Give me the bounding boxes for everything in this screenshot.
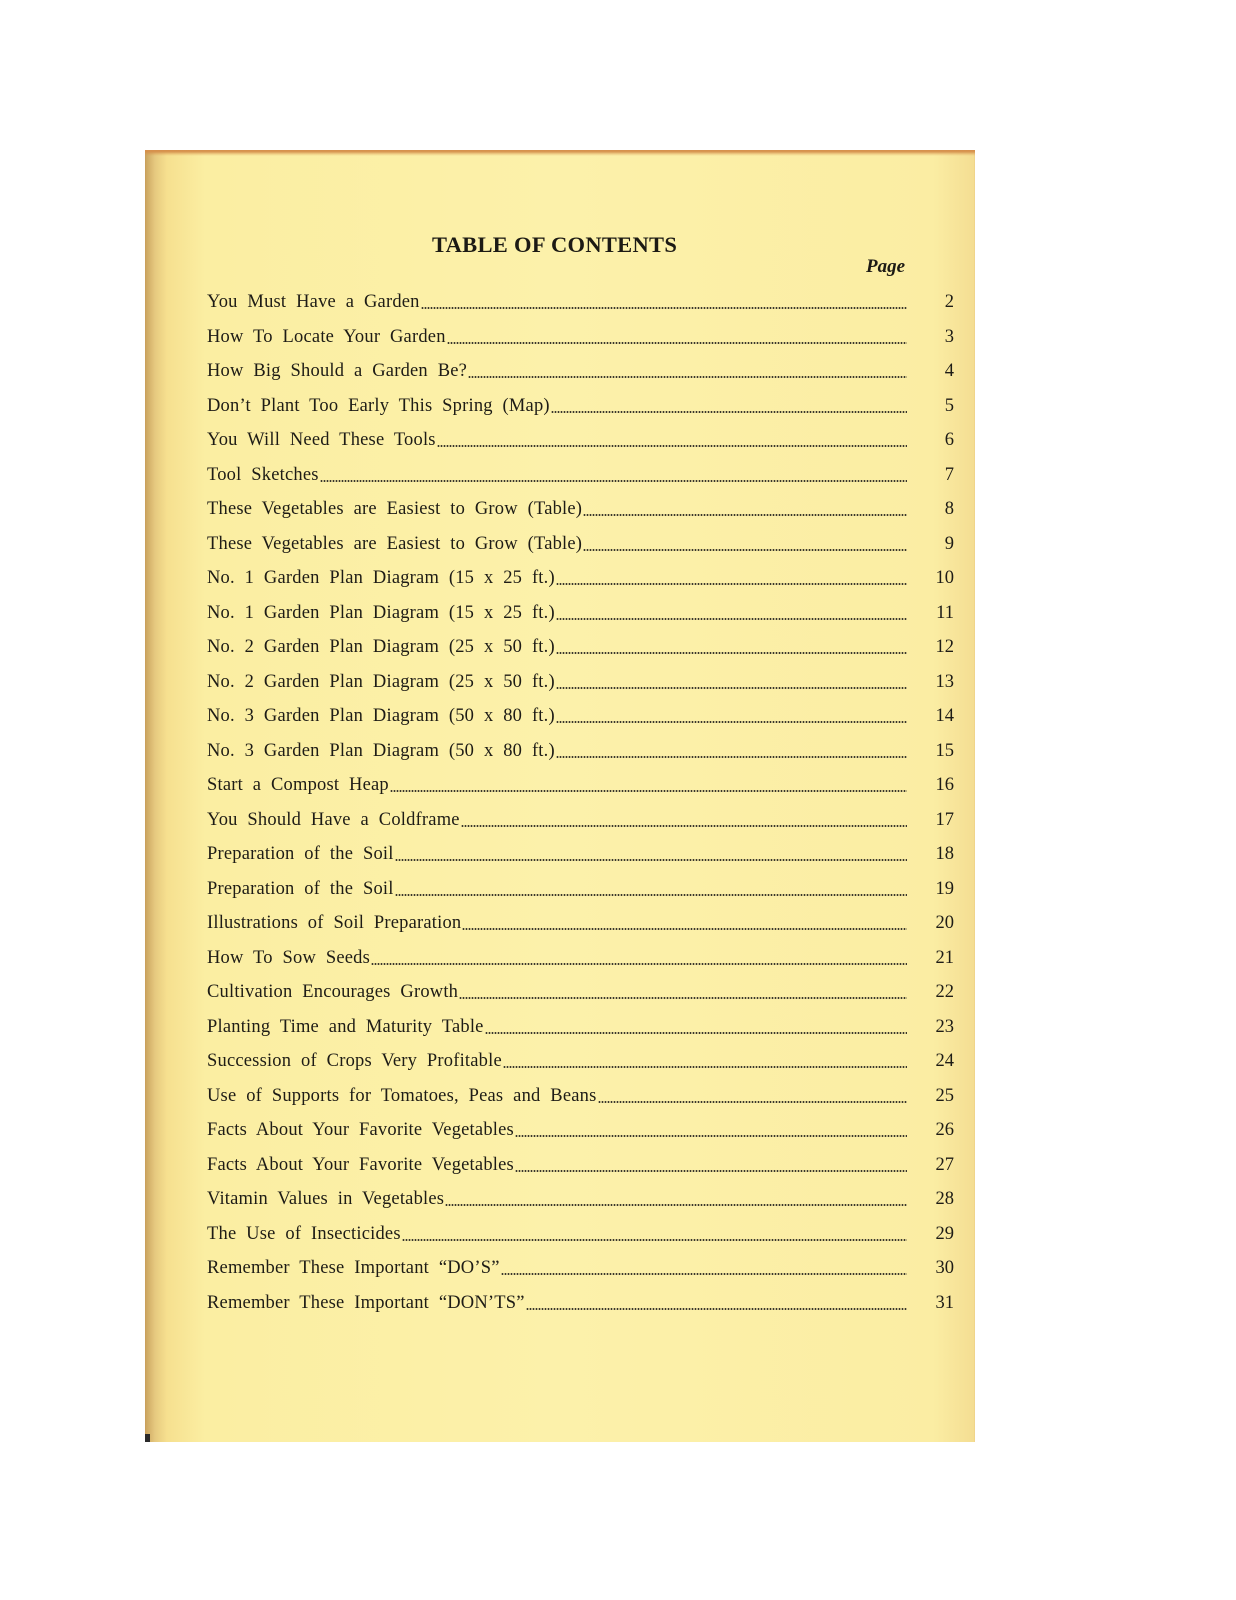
toc-entry-page: 7 (944, 464, 954, 485)
toc-entry-page: 17 (935, 809, 954, 830)
dot-leader (551, 411, 907, 413)
toc-entry-page: 20 (935, 913, 954, 933)
toc-entry-page: 6 (944, 430, 954, 450)
dot-leader (447, 342, 907, 344)
toc-entry-title: Remember These Important “DON’TS” (207, 1292, 525, 1313)
toc-entry-title: Planting Time and Maturity Table (207, 1016, 484, 1037)
toc-entry (207, 945, 954, 969)
toc-entry (207, 1083, 954, 1107)
toc-entry-title: No. 2 Garden Plan Diagram (25 x 50 ft.) (207, 671, 555, 692)
toc-entry-title: No. 1 Garden Plan Diagram (15 x 25 ft.) (207, 602, 555, 623)
toc-entry (207, 462, 954, 486)
dot-leader (556, 721, 907, 723)
toc-entry-title: How To Locate Your Garden (207, 326, 446, 347)
toc-entry (207, 1186, 954, 1210)
toc-entry-page: 21 (935, 947, 954, 968)
toc-entry (207, 807, 954, 831)
page-column-header: Page (866, 256, 906, 277)
dot-leader (556, 687, 907, 689)
toc-entry-page: 11 (936, 602, 954, 623)
toc-entry-title: Remember These Important “DO’S” (207, 1258, 500, 1278)
toc-entry-page: 29 (935, 1223, 954, 1244)
toc-entry (207, 427, 954, 451)
toc-entry-title: Use of Supports for Tomatoes, Peas and Beans (207, 1085, 597, 1106)
toc-entry-title: You Will Need These Tools (207, 430, 436, 450)
toc-entry-title: How To Sow Seeds (207, 947, 371, 968)
toc-entry (207, 876, 954, 900)
toc-entry-page: 10 (935, 568, 954, 588)
dot-leader (390, 790, 907, 792)
toc-entry-page: 26 (935, 1120, 954, 1140)
document-page (145, 150, 975, 1442)
toc-entry-page: 12 (935, 637, 954, 657)
toc-entry (207, 1117, 954, 1141)
dot-leader (459, 997, 907, 999)
dot-leader (371, 963, 907, 965)
toc-entry-page: 13 (935, 671, 954, 692)
toc-entry (207, 1152, 954, 1176)
toc-entry-title: These Vegetables are Easiest to Grow (Table) (207, 499, 583, 519)
toc-entry (207, 531, 954, 555)
toc-entry (207, 496, 954, 520)
toc-entry-page: 8 (944, 499, 954, 519)
toc-entry-title: Vitamin Values in Vegetables (207, 1189, 445, 1209)
toc-entry (207, 1048, 954, 1072)
toc-entry-page: 27 (935, 1154, 954, 1175)
table-of-contents (145, 150, 975, 1442)
toc-entry (207, 910, 954, 934)
toc-entry-page: 4 (944, 361, 954, 381)
toc-entry-page: 23 (935, 1016, 954, 1037)
dot-leader (556, 756, 907, 758)
dot-leader (583, 514, 907, 516)
toc-entry-title: These Vegetables are Easiest to Grow (Table) (207, 533, 583, 554)
toc-entry-page: 16 (935, 775, 954, 795)
toc-entry (207, 565, 954, 589)
dot-leader (395, 859, 907, 861)
dot-leader (503, 1066, 907, 1068)
dot-leader (501, 1273, 907, 1275)
dot-leader (515, 1135, 907, 1137)
toc-entry-title: Cultivation Encourages Growth (207, 982, 459, 1002)
dot-leader (421, 307, 907, 309)
toc-entry (207, 600, 954, 624)
toc-entry-page: 14 (935, 706, 954, 726)
toc-entry (207, 979, 954, 1003)
dot-leader (437, 445, 907, 447)
dot-leader (462, 928, 907, 930)
toc-entry (207, 703, 954, 727)
toc-entry-page: 30 (935, 1258, 954, 1278)
toc-entry-title: You Must Have a Garden (207, 292, 420, 312)
toc-entry-page: 25 (935, 1085, 954, 1106)
dot-leader (515, 1170, 907, 1172)
toc-entry (207, 738, 954, 762)
toc-entry-page: 19 (935, 878, 954, 899)
dot-leader (402, 1239, 907, 1241)
toc-entry-page: 5 (944, 395, 954, 416)
toc-entry-title: You Should Have a Coldframe (207, 809, 460, 830)
toc-entry-page: 31 (935, 1292, 954, 1313)
toc-entry (207, 1014, 954, 1038)
toc-entry-title: Succession of Crops Very Profitable (207, 1051, 502, 1071)
toc-entry-title: Don’t Plant Too Early This Spring (Map) (207, 395, 550, 416)
dot-leader (468, 376, 907, 378)
toc-entry-page: 24 (935, 1051, 954, 1071)
toc-entry (207, 393, 954, 417)
toc-entry-title: No. 3 Garden Plan Diagram (50 x 80 ft.) (207, 740, 555, 761)
toc-entry-title: Facts About Your Favorite Vegetables (207, 1154, 514, 1175)
dot-leader (556, 583, 907, 585)
toc-entry (207, 841, 954, 865)
dot-leader (526, 1308, 907, 1310)
toc-entry-title: Facts About Your Favorite Vegetables (207, 1120, 514, 1140)
dot-leader (445, 1204, 907, 1206)
toc-entry-title: No. 2 Garden Plan Diagram (25 x 50 ft.) (207, 637, 555, 657)
toc-entry (207, 669, 954, 693)
dot-leader (583, 549, 907, 551)
toc-entry-title: No. 1 Garden Plan Diagram (15 x 25 ft.) (207, 568, 555, 588)
toc-entry-title: Tool Sketches (207, 464, 319, 485)
toc-entry-page: 28 (935, 1189, 954, 1209)
toc-entry (207, 324, 954, 348)
toc-entry-page: 3 (944, 326, 954, 347)
toc-entry-page: 22 (935, 982, 954, 1002)
toc-entry-title: Preparation of the Soil (207, 844, 394, 864)
toc-entry (207, 289, 954, 313)
toc-entry (207, 634, 954, 658)
toc-entry-page: 9 (944, 533, 954, 554)
dot-leader (395, 894, 907, 896)
toc-entry-title: Preparation of the Soil (207, 878, 394, 899)
toc-entry-title: No. 3 Garden Plan Diagram (50 x 80 ft.) (207, 706, 555, 726)
toc-entry (207, 1255, 954, 1279)
toc-entry (207, 1290, 954, 1314)
dot-leader (320, 480, 907, 482)
toc-entry-title: The Use of Insecticides (207, 1223, 401, 1244)
toc-entry-title: Start a Compost Heap (207, 775, 389, 795)
dot-leader (598, 1101, 907, 1103)
dot-leader (461, 825, 907, 827)
dot-leader (556, 652, 907, 654)
toc-entry-title: Illustrations of Soil Preparation (207, 913, 462, 933)
dot-leader (556, 618, 907, 620)
page-title: TABLE OF CONTENTS (432, 232, 678, 257)
toc-entry (207, 358, 954, 382)
dot-leader (485, 1032, 907, 1034)
toc-entry (207, 772, 954, 796)
toc-entry-page: 2 (944, 292, 954, 312)
toc-entry-page: 15 (935, 740, 954, 761)
toc-entry-title: How Big Should a Garden Be? (207, 361, 468, 381)
toc-entry-page: 18 (935, 844, 954, 864)
toc-entry (207, 1221, 954, 1245)
